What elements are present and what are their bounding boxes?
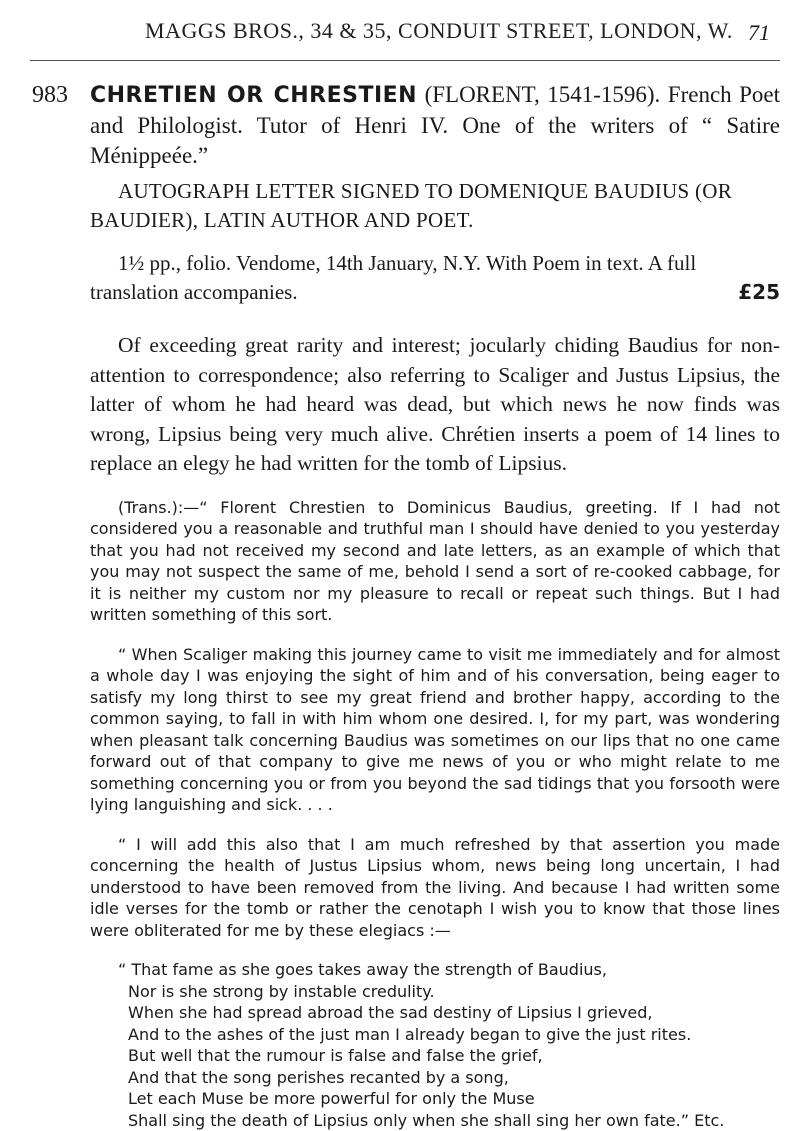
item-description	[90, 249, 780, 307]
poem-line: But well that the rumour is false and false the grief,	[128, 1045, 780, 1067]
intro-paragraph: Of exceeding great rarity and interest; jocularly chiding Baudius for non-attention to correspondence; also referring to Scaliger and Justus Lipsius, the latter of whom he had heard was dead, but which news he now finds was wrong, Lipsius being very much alive. Chrétien inserts a poem of 14 lines to replace an elegy he had written for the tomb of Lipsius.	[90, 331, 780, 479]
author-description: (FLORENT, 1541-1596). French Poet and Philologist. Tutor of Henri IV. One of the writers of “ Satire Ménippeée.”	[90, 82, 780, 168]
running-head: MAGGS BROS., 34 & 35, CONDUIT STREET, LONDON, W.	[145, 18, 733, 44]
poem-line: Shall sing the death of Lipsius only when she shall sing her own fate.” Etc.	[128, 1110, 780, 1131]
price: £25	[710, 278, 780, 307]
poem-line: “ That fame as she goes takes away the strength of Baudius,	[118, 959, 780, 981]
translation-paragraph: “ When Scaliger making this journey came to visit me immediately and for almost a whole day I was enjoying the sight of him and of his conversation, being eager to satisfy my long thirst to see my great friend and brother happy, according to the common saying, to fall in with him whom one desired. I, for my part, was wondering when pleasant talk concerning Baudius was sometimes on our lips that no one came forward out of that company to give me news of you or who might relate to me something concerning you or from you beyond the sad tidings that you forsooth were lying languishing and sick. . . .	[90, 644, 780, 816]
poem-line: And to the ashes of the just man I already began to give the just rites.	[128, 1024, 780, 1046]
page-number: 71	[748, 20, 770, 46]
lot-number: 983	[32, 82, 68, 109]
catalogue-entry	[90, 80, 780, 1131]
author-name: CHRETIEN OR CHRESTIEN	[90, 83, 417, 108]
header-rule	[30, 60, 780, 61]
poem	[90, 959, 780, 1131]
translation-paragraph: “ I will add this also that I am much refreshed by that assertion you made concerning the health of Justus Lipsius whom, news being long uncertain, I had understood to have been removed from the living. And because I had written some idle verses for the tomb or rather the cenotaph I wish you to know that those lines were obliterated for me by these elegiacs :—	[90, 834, 780, 942]
item-title: AUTOGRAPH LETTER SIGNED TO DOMENIQUE BAUDIUS (OR BAUDIER), LATIN AUTHOR AND POET.	[90, 177, 780, 235]
translation-paragraph: (Trans.):—“ Florent Chrestien to Dominicus Baudius, greeting. If I had not considered you a reasonable and truthful man I should have denied to you yesterday that you had not received my second and late letters, as an example of which that you may not suspect the same of me, behold I send a sort of re-cooked cabbage, for it is neither my custom nor my pleasure to recall or repeat such things. But I had written something of this sort.	[90, 497, 780, 626]
entry-heading	[90, 80, 780, 171]
poem-line: And that the song perishes recanted by a song,	[128, 1067, 780, 1089]
poem-line: When she had spread abroad the sad destiny of Lipsius I grieved,	[128, 1002, 780, 1024]
description-text: 1½ pp., folio. Vendome, 14th January, N.Y. With Poem in text. A full translation accompanies.	[90, 251, 696, 304]
poem-line: Nor is she strong by instable credulity.	[128, 981, 780, 1003]
poem-line: Let each Muse be more powerful for only the Muse	[128, 1088, 780, 1110]
